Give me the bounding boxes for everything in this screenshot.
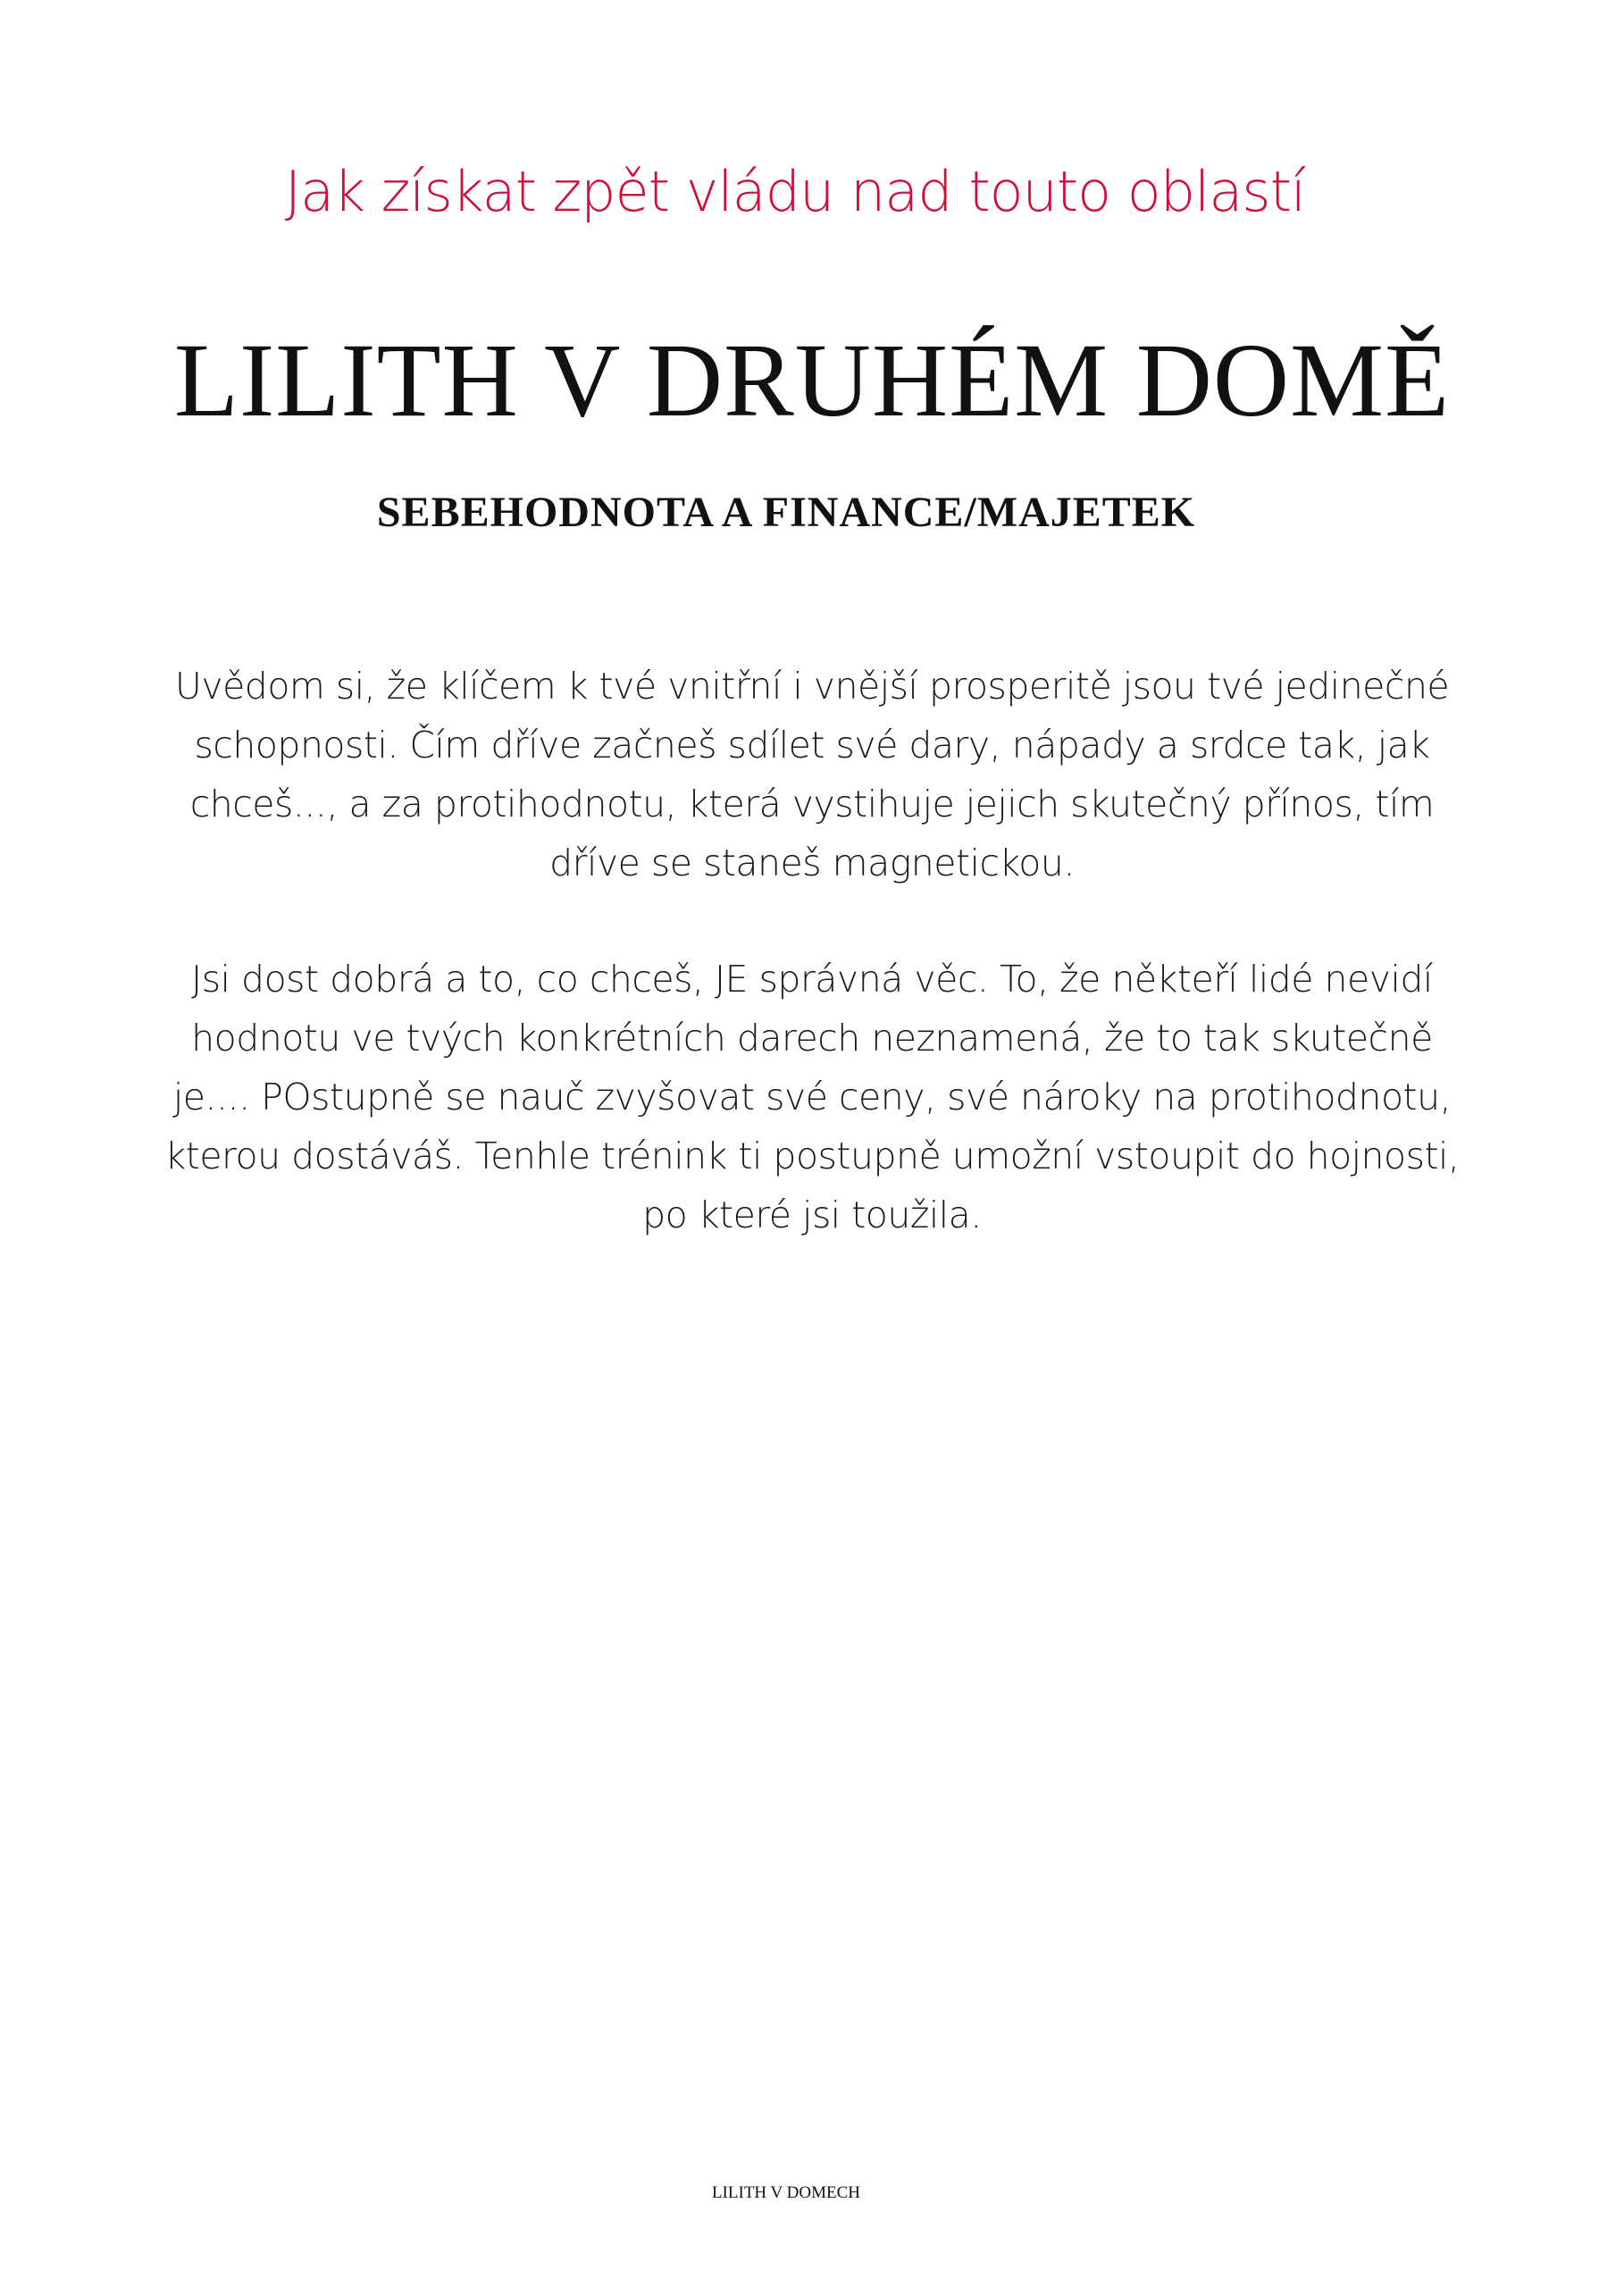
script-heading: Jak získat zpět vládu nad touto oblastí (284, 159, 1306, 224)
page-title: LILITH V DRUHÉM DOMĚ (173, 322, 1451, 439)
body-paragraph-2: Jsi dost dobrá a to, co chceš, JE správná věc. To, že někteří lidé nevidí hodnotu ve tvých konkrétních darech neznamená, že to tak skutečně je.... POstupně se nauč zvyšovat své ceny, své nároky na protihodnotu, kterou dostáváš. Tenhle trénink ti postupně umožní vstoupit do hojnosti, po které jsi toužila. (164, 958, 1460, 1236)
body-paragraph-1: Uvědom si, že klíčem k tvé vnitřní i vnější prosperitě jsou tvé jedinečné schopnosti. Čím dříve začneš sdílet své dary, nápady a srdce tak, jak chceš..., a za protihodnotu, která vystihuje jejich skutečný přínos, tím dříve se staneš magnetickou. (174, 665, 1450, 884)
page-subtitle: SEBEHODNOTA A FINANCE/MAJETEK (376, 489, 1196, 536)
page-footer: LILITH V DOMECH (711, 2183, 861, 2202)
